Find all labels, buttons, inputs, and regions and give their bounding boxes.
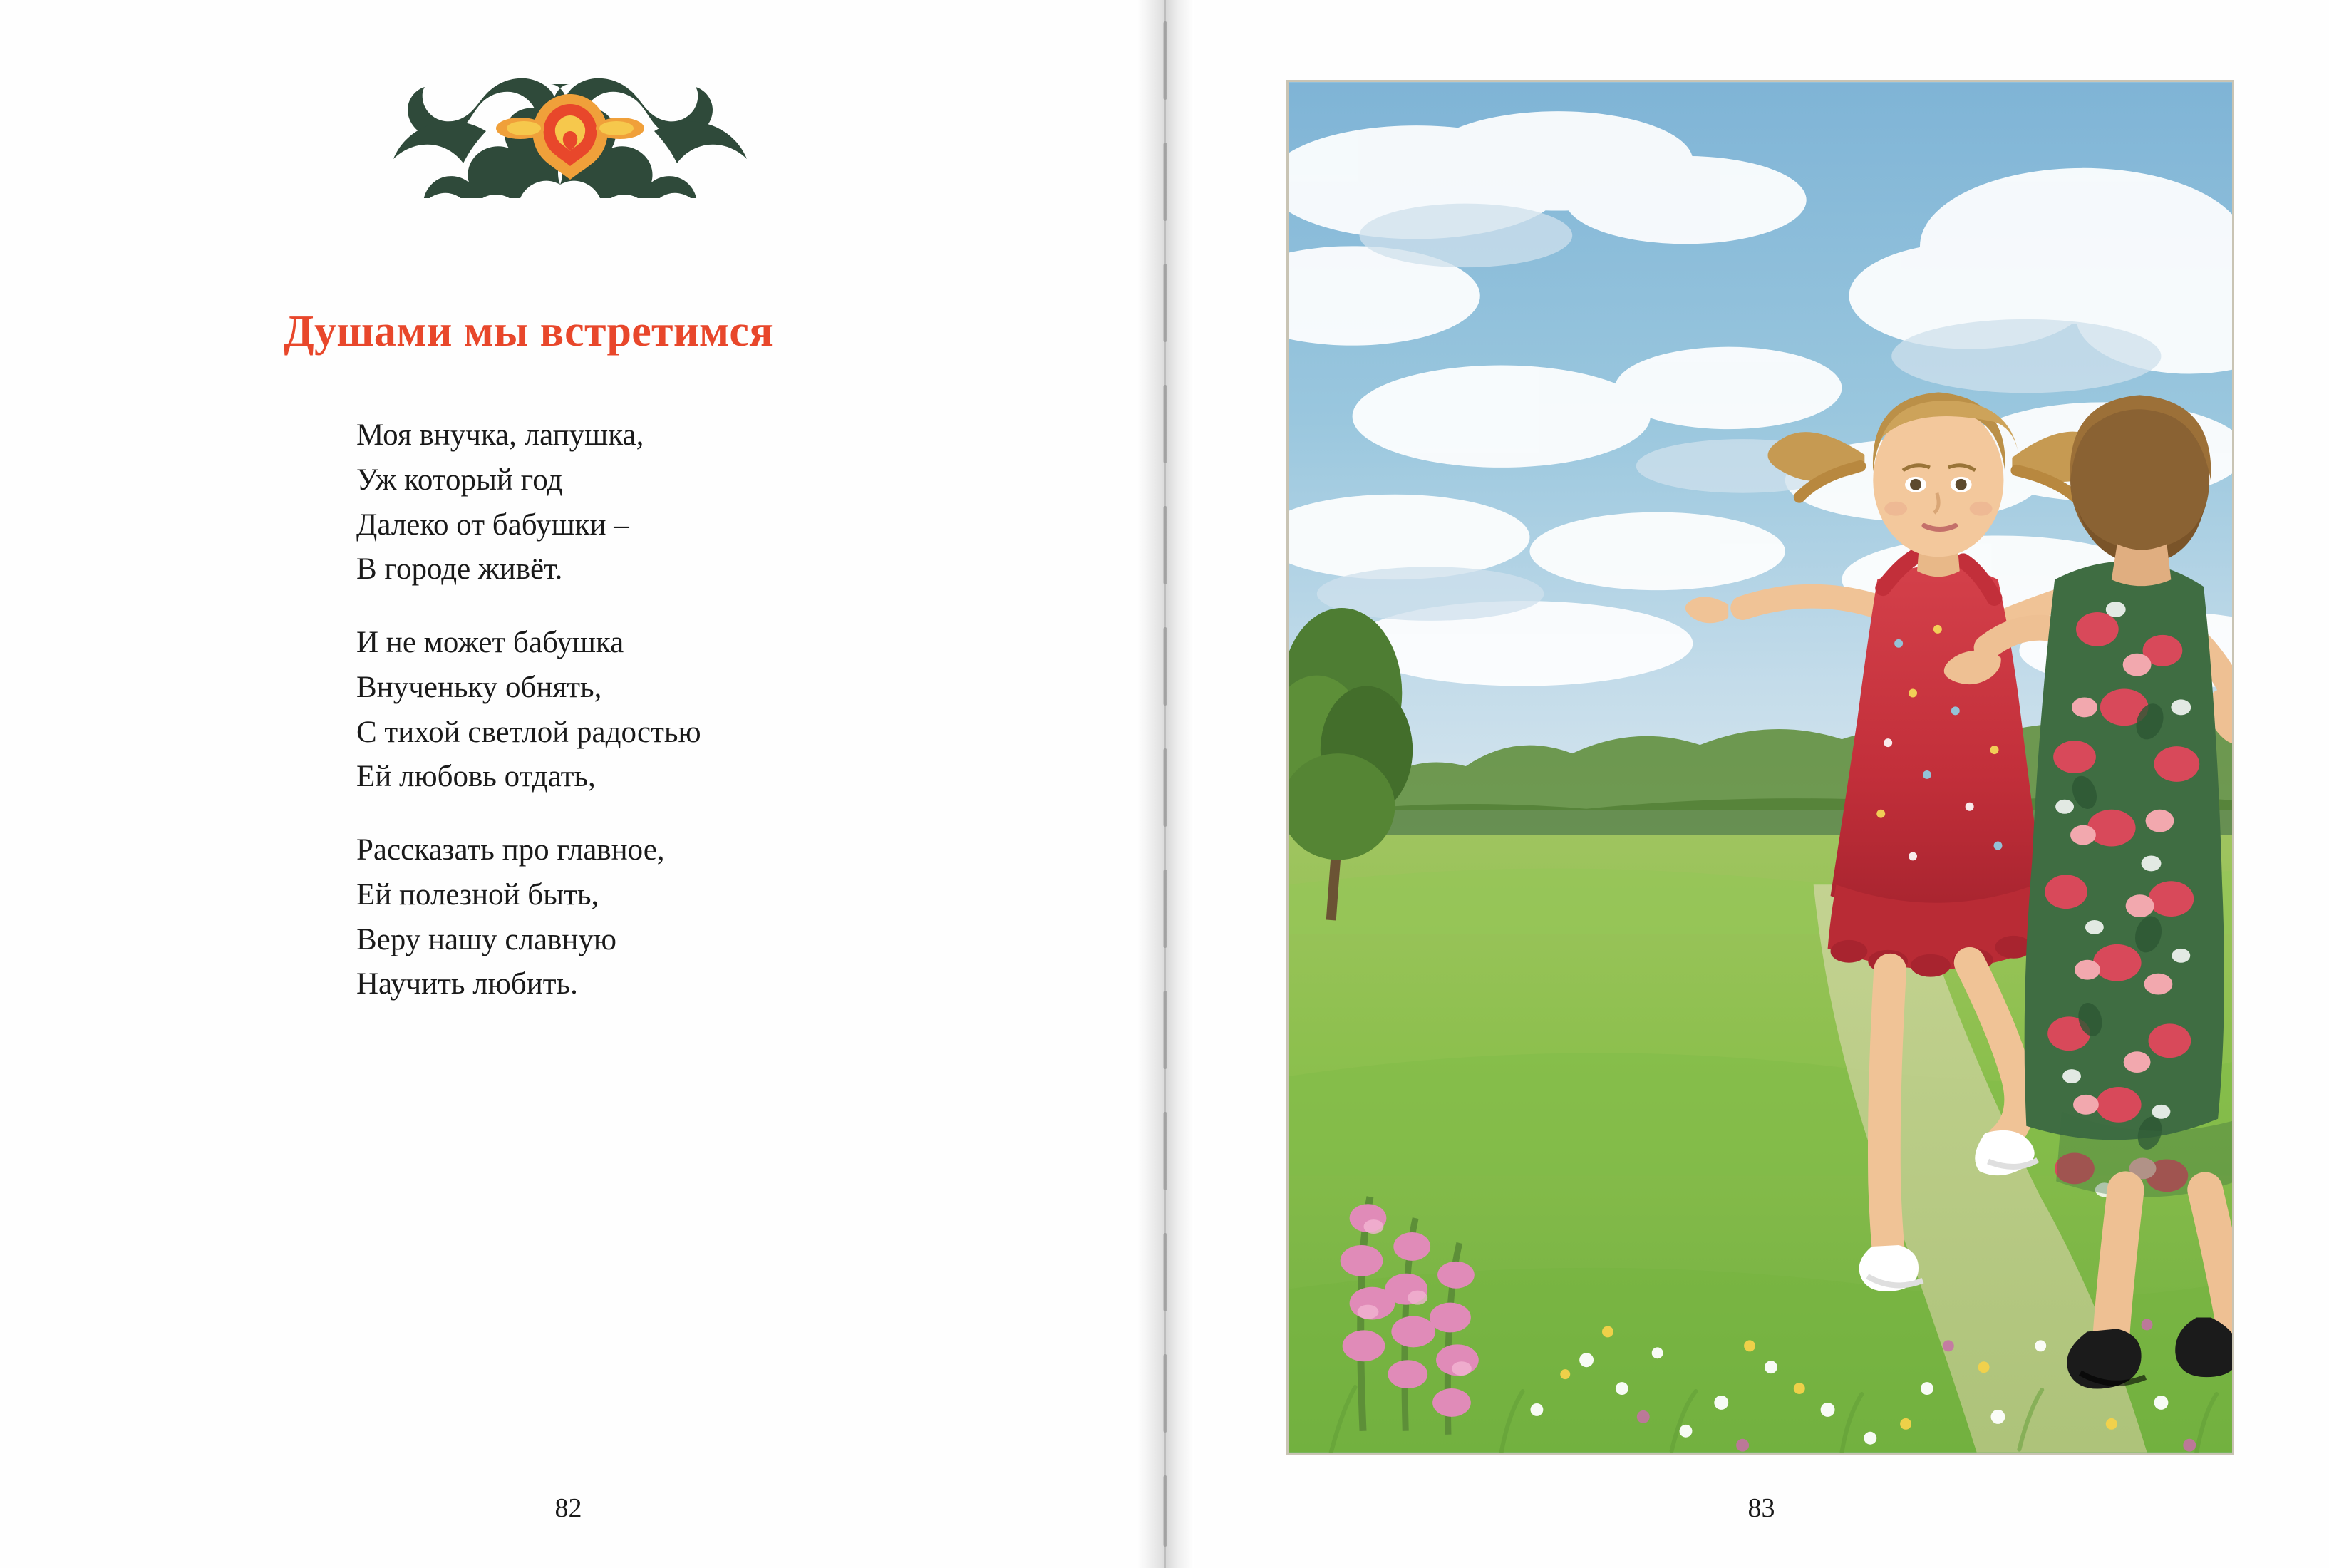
binding-stitch [1164, 506, 1167, 584]
book-gutter [1137, 0, 1194, 1568]
binding-stitch [1164, 1354, 1167, 1433]
painting-girl-running-to-grandmother [1286, 80, 2234, 1455]
page-title: Душами мы встретимся [284, 307, 774, 356]
poem-line: Рассказать про главное, [356, 833, 665, 867]
binding-stitch [1164, 991, 1167, 1069]
binding-stitch [1164, 143, 1167, 221]
binding-stitch [1164, 1475, 1167, 1547]
poem-line: Моя внучка, лапушка, [356, 418, 644, 452]
left-page [0, 0, 1137, 1568]
poem-line: Далеко от бабушки – [356, 507, 629, 542]
poem-line: Ей полезной быть, [356, 877, 599, 912]
poem-line: Ей любовь отдать, [356, 760, 596, 794]
binding-stitch [1164, 627, 1167, 706]
binding-stitch [1164, 264, 1167, 342]
poem-line: И не может бабушка [356, 626, 624, 660]
page-number-left: 82 [554, 1493, 582, 1523]
binding-stitch [1164, 385, 1167, 463]
poem-line: С тихой светлой радостью [356, 715, 701, 749]
binding-stitch [1164, 870, 1167, 948]
poem-body [356, 413, 701, 1036]
binding-stitch [1164, 1112, 1167, 1190]
poem-stanza [356, 828, 701, 1007]
poem-line: В городе живёт. [356, 552, 563, 587]
binding-stitch [1164, 748, 1167, 827]
poem-line: Внученьку обнять, [356, 670, 602, 704]
poem-line: Научить любить. [356, 967, 578, 1001]
page-number-right: 83 [1747, 1493, 1775, 1523]
right-page [1194, 0, 2329, 1568]
poem-line: Веру нашу славную [356, 922, 616, 956]
binding-stitch [1164, 21, 1167, 100]
poem-stanza [356, 621, 701, 800]
binding-stitch [1164, 1233, 1167, 1311]
floral-vignette-ornament [306, 63, 834, 198]
poem-line: Уж который год [356, 463, 563, 497]
poem-stanza [356, 413, 701, 592]
